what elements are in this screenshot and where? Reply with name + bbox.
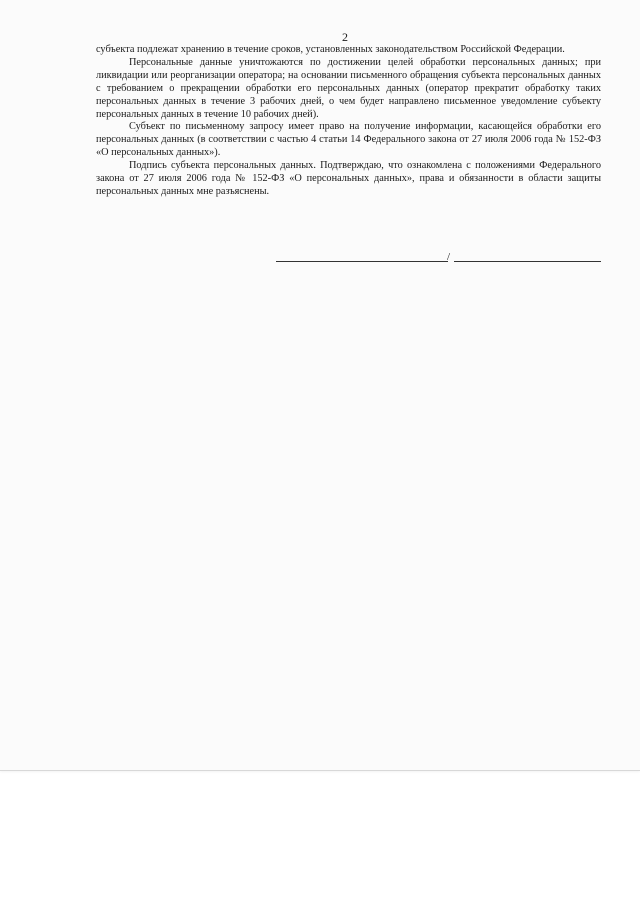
name-line[interactable] [454, 261, 601, 262]
paragraph-signature-consent: Подпись субъекта персональных данных. Подтверждаю, что ознакомлена с положениями Федерального закона от 27 июля 2006 года № 152-ФЗ «О персональных данных», права и обязанности в области защиты персональных данных мне разъяснены. [96, 160, 601, 197]
paragraph-data-destruction: Персональные данные уничтожаются по достижении целей обработки персональных данных; при ликвидации или реорганизации оператора; на основании письменного обращения субъекта персональных данных с требованием о прекращении обработки его персональных данных (оператор прекратит обработку таких персональных данных в течение 3 рабочих дней, о чем будет направлено письменное уведомление субъекту персональных данных в течение 10 рабочих дней). [96, 56, 601, 120]
signature-field[interactable] [276, 248, 601, 262]
paragraph-information-request: Субъект по письменному запросу имеет право на получение информации, касающейся обработки его персональных данных (в соответствии с частью 4 статьи 14 Федерального закона от 27 июля 2006 года № 152-ФЗ «О персональных данных»). [96, 121, 601, 159]
paragraph-storage-terms: субъекта подлежат хранению в течение сроков, установленных законодательством Российской Федерации. [96, 44, 565, 55]
signature-separator: / [447, 251, 451, 263]
document-body [96, 44, 601, 199]
page-number: 2 [342, 30, 348, 44]
signature-line[interactable] [276, 261, 448, 262]
